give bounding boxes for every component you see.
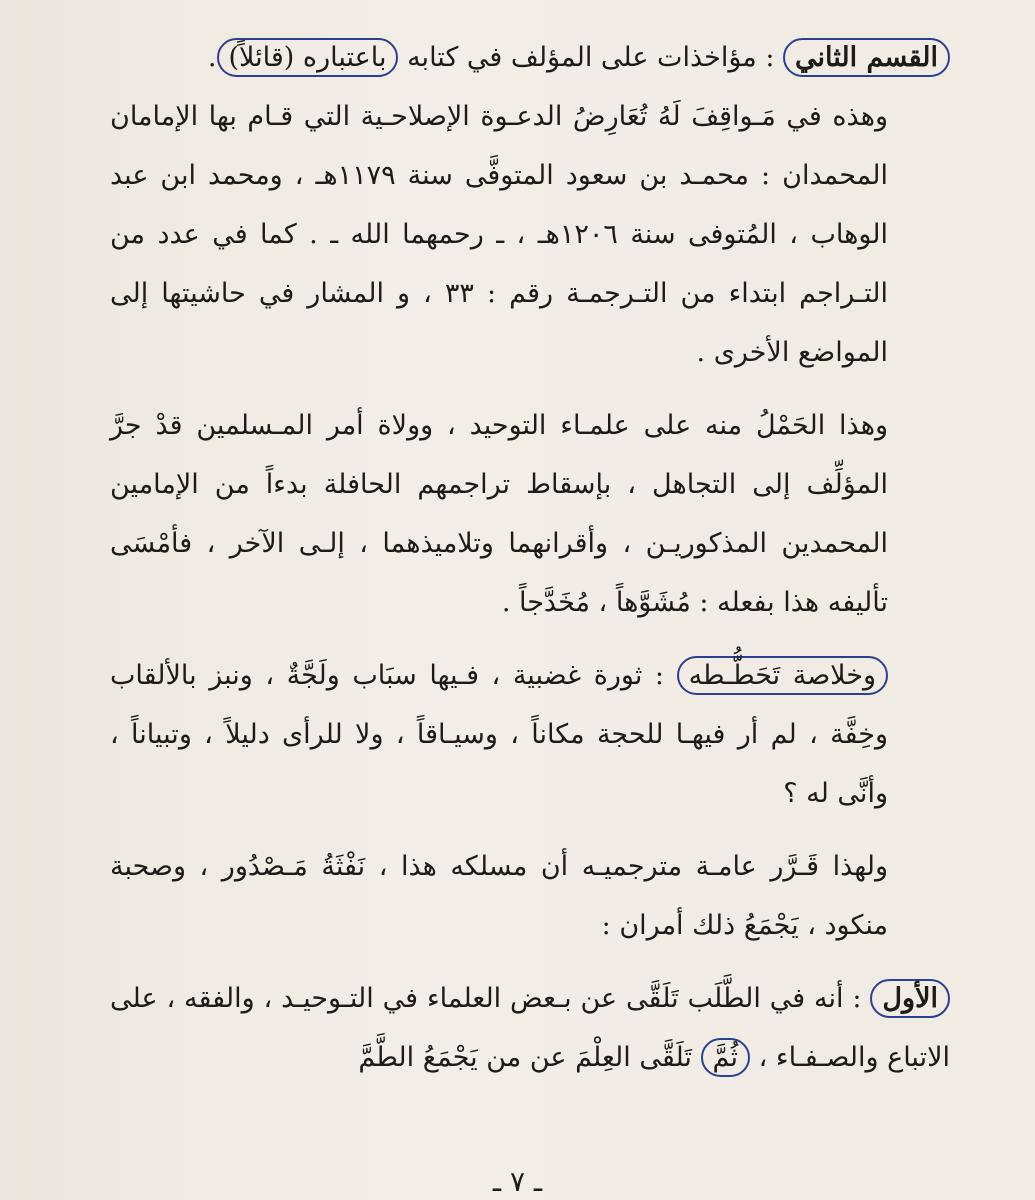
section-title-end: . (207, 42, 217, 73)
page-text (110, 28, 950, 1087)
paragraph-1: وهذه في مَـواقِفَ لَهُ تُعَارِضُ الدعـوة الإصلاحـية التي قـام بها الإمامان المحمدان : محمـد بن سعود المتوفَّى سنة ١١٧٩هـ ، ومحمد ابن عبد الوهاب ، المُتوفى سنة ١٢٠٦هـ ، ـ رحمهما الله ـ . كما في عدد من التـراجم ابتداء من التـرجمـة رقم : ٣٣ ، و المشار في حاشيتها إلى المواضع الأخرى . (110, 101, 889, 368)
section-title: القسم الثاني (783, 38, 950, 77)
paragraph-5 (110, 969, 950, 1087)
circled-phrase-qailan: باعتباره (قائلاً) (217, 38, 399, 77)
section-title-rest: : مؤاخذات على المؤلف في كتابه (407, 42, 775, 73)
circled-phrase-khulasa: وخلاصة تَحَطُّـطه (677, 656, 888, 695)
paragraph-3-text: : ثورة غضبية ، فـيها سبَاب ولَجَّةٌ ، ونبز بالألقاب وخِفَّة ، لم أر فيهـا للحجة مكاناً ، وسيـاقاً ، ولا للرأى دليلاً ، وتبياناً ، وأنَّى له ؟ (110, 660, 888, 809)
page-number: ـ ٧ ـ (492, 1165, 543, 1198)
circled-label-first: الأول (870, 979, 950, 1018)
paragraph-5-text: : أنه في الطَّلَب تَلَقَّى عن بـعض العلماء في التـوحيـد ، والفقه ، على الاتباع والصـفـاء ، (110, 983, 950, 1073)
paragraph-2: وهذا الحَمْلُ منه على علمـاء التوحيد ، وولاة أمر المـسلمين قدْ جرَّ المؤلِّف إلى التجاهل ، بإسقاط تراجمهم الحافلة بدءاً من الإمامين المحمدين المذكوريـن ، وأقرانهما وتلاميذهما ، إلـى الآخر ، فأمْسَى تأليفه هذا بفعله : مُشَوَّهاً ، مُخَدَّجاً . (110, 410, 888, 618)
paragraph-5-text-end: تَلَقَّى العِلْمَ عن من يَجْمَعُ الطَّمَّ (358, 1042, 692, 1073)
paragraph-4: ولهذا قَـرَّر عامـة مترجميـه أن مسلكه هذا ، نَفْثَةُ مَـصْدُور ، وصحبة منكود ، يَجْمَعُ ذلك أمران : (110, 851, 888, 941)
section-heading (110, 28, 950, 87)
paragraph-3 (110, 646, 950, 823)
circled-word-thumma: ثُمَّ (701, 1038, 750, 1077)
